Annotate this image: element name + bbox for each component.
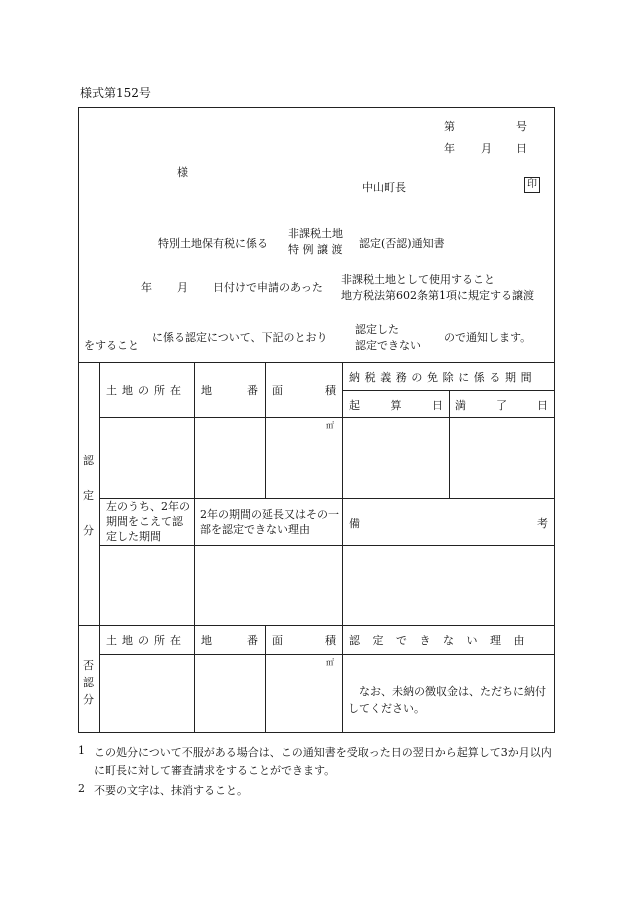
denied-col-lot — [201, 632, 258, 648]
footnote-1-text — [86, 744, 554, 780]
title-option-nontaxable: 非課税土地 — [288, 227, 343, 240]
approved-label-2: 定 — [83, 489, 94, 502]
approved-col-end-2: 了 — [496, 399, 507, 412]
approved-col-start-3: 日 — [432, 399, 443, 412]
approved-col-remarks — [349, 515, 548, 531]
intro-year: 年 — [141, 281, 152, 294]
denied-note: なお、未納の徴収金は、ただちに納付してください。 — [348, 685, 546, 715]
intro-option-use: 非課税土地として使用すること — [341, 273, 495, 286]
approved-col-area-1: 面 — [272, 384, 283, 397]
denied-label-2: 認 — [83, 676, 94, 689]
footnote-2-text: 不要の文字は、抹消すること。 — [94, 784, 248, 797]
date-day: 日 — [516, 142, 527, 155]
approved-area-unit: ㎡ — [326, 421, 334, 430]
intro-option-transfer: 地方税法第602条第1項に規定する譲渡 — [341, 289, 534, 302]
denied-col-area-2: 積 — [325, 634, 336, 647]
intro-line2-prefix: をすること — [84, 339, 139, 352]
approved-label-3: 分 — [83, 524, 94, 537]
addressee-sama: 様 — [177, 166, 188, 179]
approved-col-reason: 2年の期間の延長又はその一部を認定できない理由 — [200, 508, 339, 536]
approved-col-start-1: 起 — [349, 399, 360, 412]
title-suffix: 認定(否認)通知書 — [359, 237, 445, 250]
approved-col-end-1: 満 — [455, 399, 466, 412]
footnote-1-body: この処分について不服がある場合は、この通知書を受取った日の翌日から起算して3か月以内に町長に対して審査請求をすることができます。 — [94, 746, 552, 777]
approved-col-start — [349, 397, 443, 413]
footnote-1-num: 1 — [78, 744, 85, 757]
approved-col-start-2: 算 — [390, 399, 402, 412]
denied-col-lot-1: 地 — [201, 634, 212, 647]
intro-applied: 日付けで申請のあった — [213, 281, 323, 294]
approved-col-exempt-period: 納税義務の免除に係る期間 — [349, 371, 537, 384]
intro-line2-approved: 認定した — [355, 323, 399, 336]
approved-col-location: 土地の所在 — [106, 384, 186, 397]
approved-col-lot-2: 番 — [247, 384, 258, 397]
seal-stamp: 印 — [524, 177, 540, 193]
approved-col-over2years: 左のうち、2年の期間をこえて認定した期間 — [106, 500, 190, 543]
approved-col-lot-1: 地 — [201, 384, 212, 397]
intro-line2-suffix: ので通知します。 — [444, 331, 532, 344]
approved-col-remarks-2: 考 — [537, 517, 548, 530]
denied-col-lot-2: 番 — [247, 634, 258, 647]
number-suffix: 号 — [516, 120, 527, 133]
form-number: 様式第152号 — [80, 86, 151, 100]
approved-label-1: 認 — [83, 454, 94, 467]
date-year: 年 — [444, 142, 455, 155]
intro-line2-mid: に係る認定について、下記のとおり — [152, 331, 328, 344]
approved-col-area-2: 積 — [325, 384, 336, 397]
denied-label-3: 分 — [83, 693, 94, 706]
title-prefix: 特別土地保有税に係る — [158, 237, 268, 250]
intro-line2-not-approved: 認定できない — [355, 339, 421, 352]
approved-col-area — [272, 382, 336, 398]
approved-col-lot — [201, 382, 258, 398]
footnote-2-num: 2 — [78, 782, 85, 795]
intro-month: 月 — [177, 281, 188, 294]
denied-label-1: 否 — [83, 659, 94, 672]
denied-area-unit: ㎡ — [326, 658, 334, 667]
denied-col-reason: 認定できない理由 — [349, 634, 537, 647]
denied-col-area-1: 面 — [272, 634, 283, 647]
denied-col-area — [272, 632, 336, 648]
mayor-title: 中山町長 — [362, 181, 406, 194]
title-option-special: 特例譲渡 — [288, 243, 346, 256]
approved-col-end — [455, 397, 548, 413]
approved-col-remarks-1: 備 — [349, 517, 360, 530]
denied-col-location: 土地の所在 — [106, 634, 186, 647]
approved-col-end-3: 日 — [537, 399, 548, 412]
number-label: 第 — [444, 120, 455, 133]
date-month: 月 — [481, 142, 492, 155]
